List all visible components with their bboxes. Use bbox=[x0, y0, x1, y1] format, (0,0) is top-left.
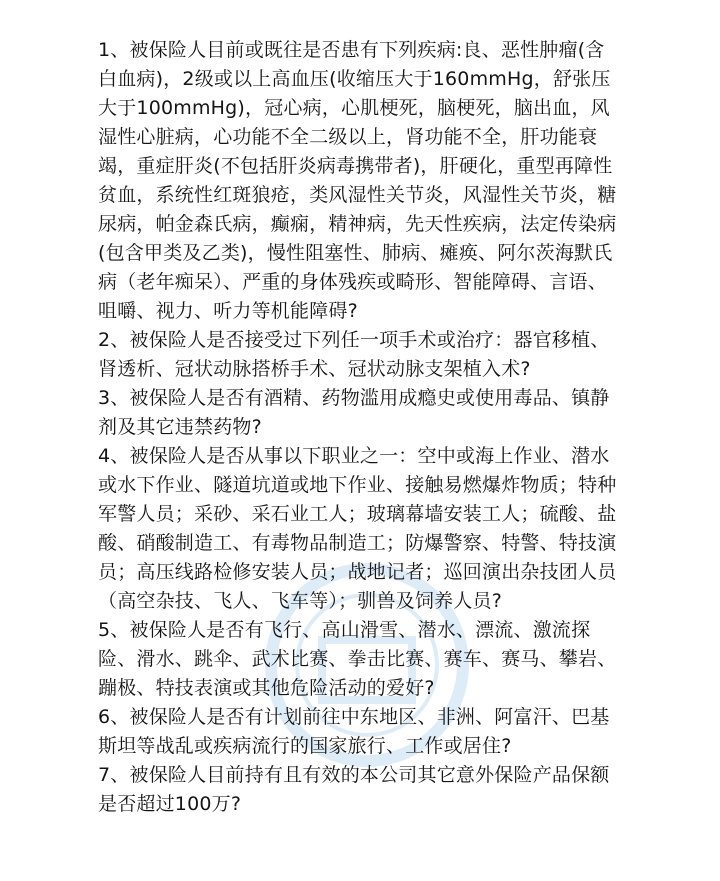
insurance-questionnaire bbox=[98, 36, 623, 819]
question-1: 1、被保险人目前或既往是否患有下列疾病:良、恶性肿瘤(含白血病)，2级或以上高血压(收缩压大于160mmHg，舒张压大于100mmHg)，冠心病，心肌梗死，脑梗死，脑出血，风湿性心脏病，心功能不全二级以上，肾功能不全，肝功能衰竭，重症肝炎(不包括肝炎病毒携带者)，肝硬化，重型再障性贫血，系统性红斑狼疮，类风湿性关节炎，风湿性关节炎，糖尿病，帕金森氏病，癫痫，精神病，先天性疾病，法定传染病(包含甲类及乙类)，慢性阻塞性、肺病、瘫痪、阿尔茨海默氏病（老年痴呆）、严重的身体残疾或畸形、智能障碍、言语、咀嚼、视力、听力等机能障碍? bbox=[98, 39, 617, 322]
question-4: 4、被保险人是否从事以下职业之一：空中或海上作业、潜水或水下作业、隧道坑道或地下作业、接触易燃爆炸物质；特种军警人员；采砂、采石业工人；玻璃幕墙安装工人；硫酸、盐酸、硝酸制造工、有毒物品制造工；防爆警察、特警、特技演员；高压线路检修安装人员；战地记者；巡回演出杂技团人员（高空杂技、飞人、飞车等）；驯兽及饲养人员? bbox=[98, 445, 617, 612]
question-3: 3、被保险人是否有酒精、药物滥用成瘾史或使用毒品、镇静剂及其它违禁药物? bbox=[98, 387, 610, 438]
question-6: 6、被保险人是否有计划前往中东地区、非洲、阿富汗、巴基斯坦等战乱或疾病流行的国家旅行、工作或居住? bbox=[98, 706, 610, 757]
question-2: 2、被保险人是否接受过下列任一项手术或治疗：器官移植、肾透析、冠状动脉搭桥手术、冠状动脉支架植入术? bbox=[98, 329, 610, 380]
question-5: 5、被保险人是否有飞行、高山滑雪、潜水、漂流、激流探险、滑水、跳伞、武术比赛、拳击比赛、赛车、赛马、攀岩、蹦极、特技表演或其他危险活动的爱好? bbox=[98, 619, 617, 699]
question-7: 7、被保险人目前持有且有效的本公司其它意外保险产品保额是否超过100万? bbox=[98, 764, 610, 815]
